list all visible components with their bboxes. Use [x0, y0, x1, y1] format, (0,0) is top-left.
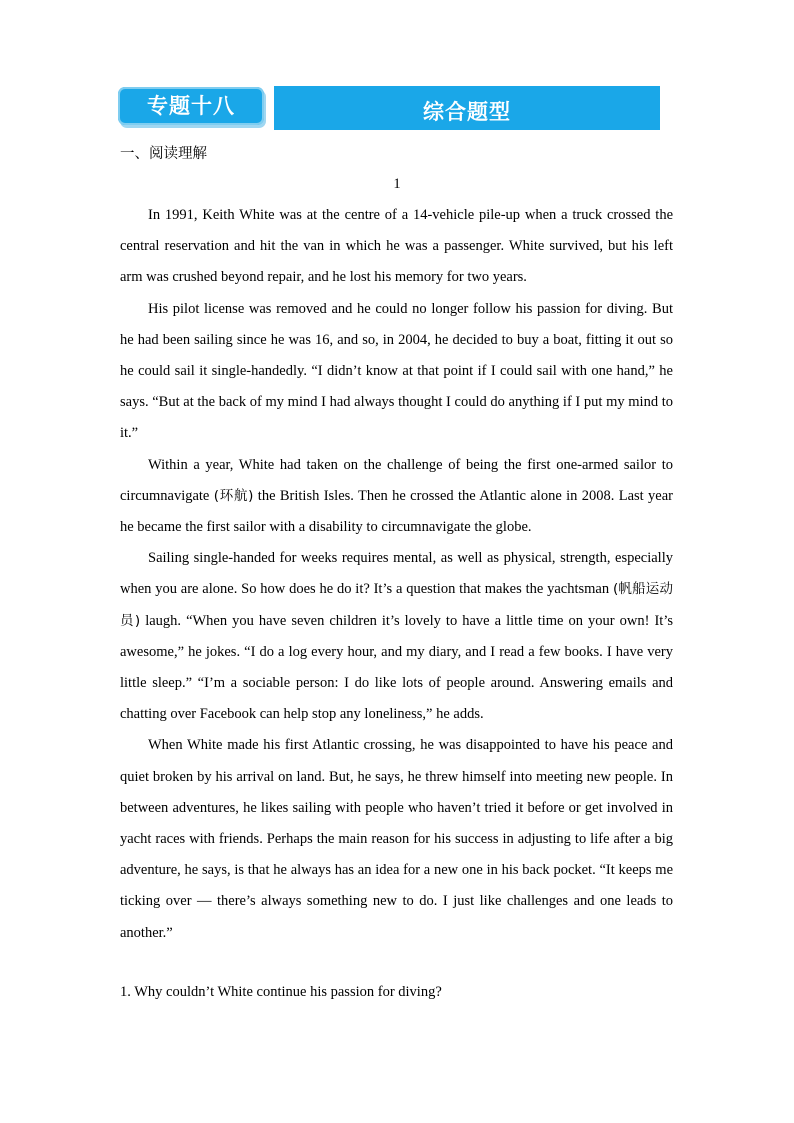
passage-number: 1 [393, 176, 401, 192]
paragraph-1: In 1991, Keith White was at the centre of a 14-vehicle pile-up when a truck crossed the central reservation and hit the van in which he was a passenger. White survived, but his left arm was crushed beyond repair, and he lost his memory for two years. [120, 207, 673, 286]
paragraph-3-text-a: Within a year, White had taken on the challenge of being the first one-armed sailor to circumnavigate [120, 456, 673, 504]
paragraph-2: His pilot license was removed and he could no longer follow his passion for diving. But he had been sailing since he was 16, and so, in 2004, he decided to buy a boat, fitting it out so he could sail it single-handedly. “I didn’t know at that point if I could sail with one hand,” he says. “But at the back of my mind I had always thought I could do anything if I put my mind to it.” [120, 300, 673, 442]
paragraph-3 [120, 450, 673, 544]
topic-header [116, 86, 660, 130]
paragraph-4-text-a: Sailing single-handed for weeks requires mental, as well as physical, strength, especially when you are alone. So how does he do it? It’s a question that makes the yachtsman [120, 550, 673, 598]
reading-passage [120, 200, 673, 949]
paragraph-4 [120, 543, 673, 730]
question-1: 1. Why couldn’t White continue his passion for diving? [120, 984, 442, 1000]
paragraph-3-text-b: the British Isles. Then he crossed the Atlantic alone in 2008. Last year he became the first sailor with a disability to circumnavigate the globe. [120, 487, 673, 536]
section-title: 一、阅读理解 [120, 146, 207, 162]
gloss-circumnavigate: (环航) [213, 487, 254, 504]
topic-badge: 专题十八 [118, 87, 264, 125]
topic-title-banner: 综合题型 [274, 86, 660, 130]
gloss-yachtsman: (帆船运动员) [120, 581, 673, 629]
paragraph-4-text-b: laugh. “When you have seven children it’s lovely to have a little time on your own! It’s awesome,” he jokes. “I do a log every hour, and my diary, and I read a few books. I have very little sleep.” “I’m a sociable person: I do like lots of people around. Answering emails and chatting over Facebook can help stop any loneliness,” he adds. [120, 612, 673, 723]
paragraph-5: When White made his first Atlantic crossing, he was disappointed to have his peace and quiet broken by his arrival on land. But, he says, he threw himself into meeting new people. In between adventures, he likes sailing with people who haven’t tried it before or get involved in yacht races with friends. Perhaps the main reason for his success in adjusting to life after a big adventure, he says, is that he always has an idea for a new one in his back pocket. “It keeps me ticking over — there’s always something new to do. I just like challenges and one leads to another.” [120, 737, 673, 941]
